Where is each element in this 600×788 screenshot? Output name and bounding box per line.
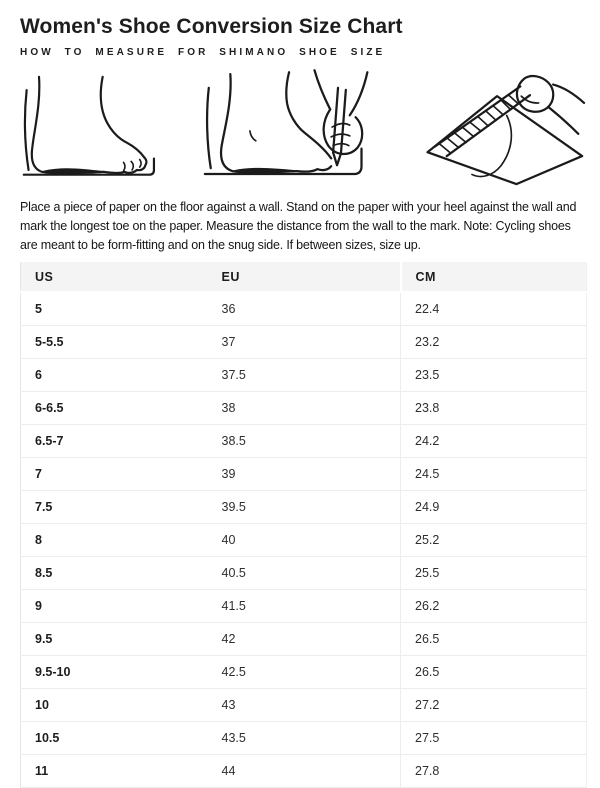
table-row [21, 491, 587, 524]
cm-size-cell: 23.2 [401, 326, 587, 359]
cm-size-cell: 24.2 [401, 425, 587, 458]
table-row [21, 458, 587, 491]
table-row [21, 755, 587, 788]
page-title: Women's Shoe Conversion Size Chart [20, 15, 403, 38]
us-size-cell: 9 [21, 590, 208, 623]
eu-size-cell: 41.5 [208, 590, 401, 623]
us-size-cell: 8.5 [21, 557, 208, 590]
eu-size-cell: 38 [208, 392, 401, 425]
eu-size-cell: 40 [208, 524, 401, 557]
eu-size-cell: 39 [208, 458, 401, 491]
cm-size-cell: 26.5 [401, 656, 587, 689]
us-size-cell: 6 [21, 359, 208, 392]
measurement-illustrations [20, 74, 586, 188]
table-row [21, 392, 587, 425]
table-row [21, 656, 587, 689]
table-row [21, 689, 587, 722]
foot-heel-against-wall-icon [20, 74, 172, 188]
us-size-cell: 10.5 [21, 722, 208, 755]
cm-size-cell: 27.5 [401, 722, 587, 755]
cm-size-cell: 27.2 [401, 689, 587, 722]
us-size-cell: 9.5 [21, 623, 208, 656]
column-header-eu: EU [208, 262, 401, 292]
size-table-body [21, 292, 587, 788]
page-subtitle: HOW TO MEASURE FOR SHIMANO SHOE SIZE [20, 47, 386, 58]
cm-size-cell: 25.2 [401, 524, 587, 557]
cm-size-cell: 27.8 [401, 755, 587, 788]
table-row [21, 590, 587, 623]
cm-size-cell: 24.5 [401, 458, 587, 491]
eu-size-cell: 37 [208, 326, 401, 359]
us-size-cell: 7 [21, 458, 208, 491]
cm-size-cell: 23.5 [401, 359, 587, 392]
cm-size-cell: 26.5 [401, 623, 587, 656]
table-row [21, 292, 587, 326]
eu-size-cell: 40.5 [208, 557, 401, 590]
us-size-cell: 7.5 [21, 491, 208, 524]
measurement-instructions: Place a piece of paper on the floor against a wall. Stand on the paper with your heel against the wall and mark the longest toe on the paper. Measure the distance from the wall to the mark. Note: Cycling shoes are meant to be form-fitting and on the snug side. If between sizes, size up. [20, 200, 577, 252]
eu-size-cell: 43.5 [208, 722, 401, 755]
eu-size-cell: 36 [208, 292, 401, 326]
cm-size-cell: 24.9 [401, 491, 587, 524]
table-row [21, 557, 587, 590]
table-row [21, 326, 587, 359]
eu-size-cell: 44 [208, 755, 401, 788]
eu-size-cell: 38.5 [208, 425, 401, 458]
eu-size-cell: 42 [208, 623, 401, 656]
eu-size-cell: 43 [208, 689, 401, 722]
cm-size-cell: 23.8 [401, 392, 587, 425]
us-size-cell: 5 [21, 292, 208, 326]
us-size-cell: 8 [21, 524, 208, 557]
table-row [21, 359, 587, 392]
table-row [21, 524, 587, 557]
table-header-row [21, 262, 587, 292]
table-row [21, 722, 587, 755]
column-header-us: US [21, 262, 208, 292]
pencil-mark-toe-icon [199, 70, 385, 188]
eu-size-cell: 42.5 [208, 656, 401, 689]
us-size-cell: 5-5.5 [21, 326, 208, 359]
us-size-cell: 11 [21, 755, 208, 788]
eu-size-cell: 37.5 [208, 359, 401, 392]
us-size-cell: 6.5-7 [21, 425, 208, 458]
ruler-measure-icon [412, 70, 586, 188]
size-conversion-table [20, 262, 587, 788]
table-row [21, 425, 587, 458]
us-size-cell: 10 [21, 689, 208, 722]
column-header-cm: CM [401, 262, 587, 292]
cm-size-cell: 25.5 [401, 557, 587, 590]
us-size-cell: 9.5-10 [21, 656, 208, 689]
eu-size-cell: 39.5 [208, 491, 401, 524]
cm-size-cell: 22.4 [401, 292, 587, 326]
table-row [21, 623, 587, 656]
cm-size-cell: 26.2 [401, 590, 587, 623]
us-size-cell: 6-6.5 [21, 392, 208, 425]
